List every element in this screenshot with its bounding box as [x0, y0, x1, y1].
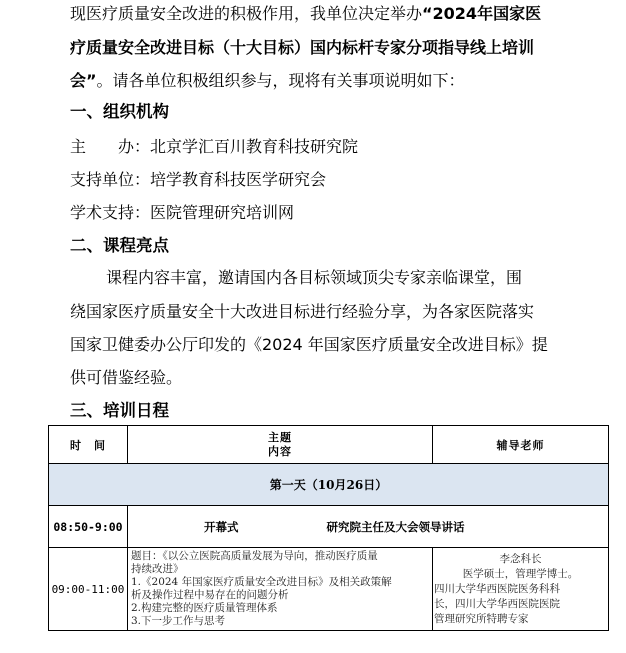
tutor-name: 李念科长 [499, 552, 542, 565]
opening-row [49, 506, 609, 548]
highlights-line: 国家卫健委办公厅印发的《2024 年国家医疗质量安全改进目标》提 [70, 335, 548, 354]
header-topic [128, 426, 433, 464]
intro-line-3 [70, 71, 465, 91]
intro-line-2: 疗质量安全改进目标（十大目标）国内标杆专家分项指导线上培训 [70, 38, 535, 57]
header-topic-top: 主题 [268, 430, 292, 444]
day-row [49, 464, 609, 506]
highlights-line: 课程内容丰富，邀请国内各目标领域顶尖专家亲临课堂，围 [106, 268, 523, 287]
section-1-title: 一、组织机构 [70, 102, 169, 121]
opening-title: 开幕式 [204, 519, 239, 534]
topic-line: 1.《2024 年国家医疗质量安全改进目标》及相关政策解 [131, 576, 392, 588]
org-value: 北京学汇百川教育科技研究院 [150, 137, 359, 156]
org-label: 支持单位： [70, 170, 151, 189]
opening-time: 08:50-9:00 [49, 506, 128, 548]
topic-line: 持续改进》 [131, 563, 184, 575]
header-tutor: 辅导老师 [433, 426, 609, 464]
opening-content [128, 506, 609, 548]
table-header-row [49, 426, 609, 464]
tutor-line: 长，四川大学华西医院医院 [434, 597, 560, 610]
section-3-title: 三、培训日程 [70, 401, 169, 420]
intro-line-1-text: 现医疗质量安全改进的积极作用，我单位决定举办 [70, 4, 423, 23]
topic-line: 2.构建完整的医疗质量管理体系 [131, 602, 278, 614]
intro-event-name-end: 会” [70, 71, 97, 90]
schedule-table [48, 425, 609, 631]
topic-line: 析及操作过程中易存在的问题分析 [131, 589, 289, 601]
org-value: 医院管理研究培训网 [150, 203, 295, 222]
org-row-host [70, 137, 358, 157]
header-time: 时 间 [49, 426, 128, 464]
tutor-line: 管理研究所特聘专家 [434, 612, 529, 625]
org-row-support [70, 170, 326, 190]
header-topic-bottom: 内容 [268, 444, 292, 458]
session-time: 09:00-11:00 [49, 548, 128, 631]
topic-line: 3.下一步工作与思考 [131, 615, 226, 627]
intro-event-name-start: “2024年国家医 [422, 4, 542, 23]
org-label: 主 办： [70, 137, 151, 156]
day-label: 第一天（10月26日） [49, 464, 609, 506]
topic-line: 题目：《以公立医院高质量发展为导向，推动医疗质量 [131, 550, 378, 562]
highlights-line: 供可借鉴经验。 [70, 368, 183, 387]
opening-speaker: 研究院主任及大会领导讲话 [326, 519, 465, 534]
org-row-academic [70, 203, 294, 223]
session-tutor [433, 548, 609, 631]
highlights-line: 绕国家医疗质量安全十大改进目标进行经验分享，为各家医院落实 [70, 302, 535, 321]
session-topic [128, 548, 433, 631]
section-2-title: 二、课程亮点 [70, 236, 169, 255]
intro-line-1 [70, 4, 541, 24]
org-value: 培学教育科技医学研究会 [150, 170, 327, 189]
org-label: 学术支持： [70, 203, 151, 222]
tutor-line: 医学硕士，管理学博士。 [462, 567, 579, 580]
intro-line-3-text: 。请各单位积极组织参与，现将有关事项说明如下： [96, 71, 465, 90]
session-row [49, 548, 609, 631]
tutor-line: 四川大学华西医院医务科科 [434, 582, 560, 595]
